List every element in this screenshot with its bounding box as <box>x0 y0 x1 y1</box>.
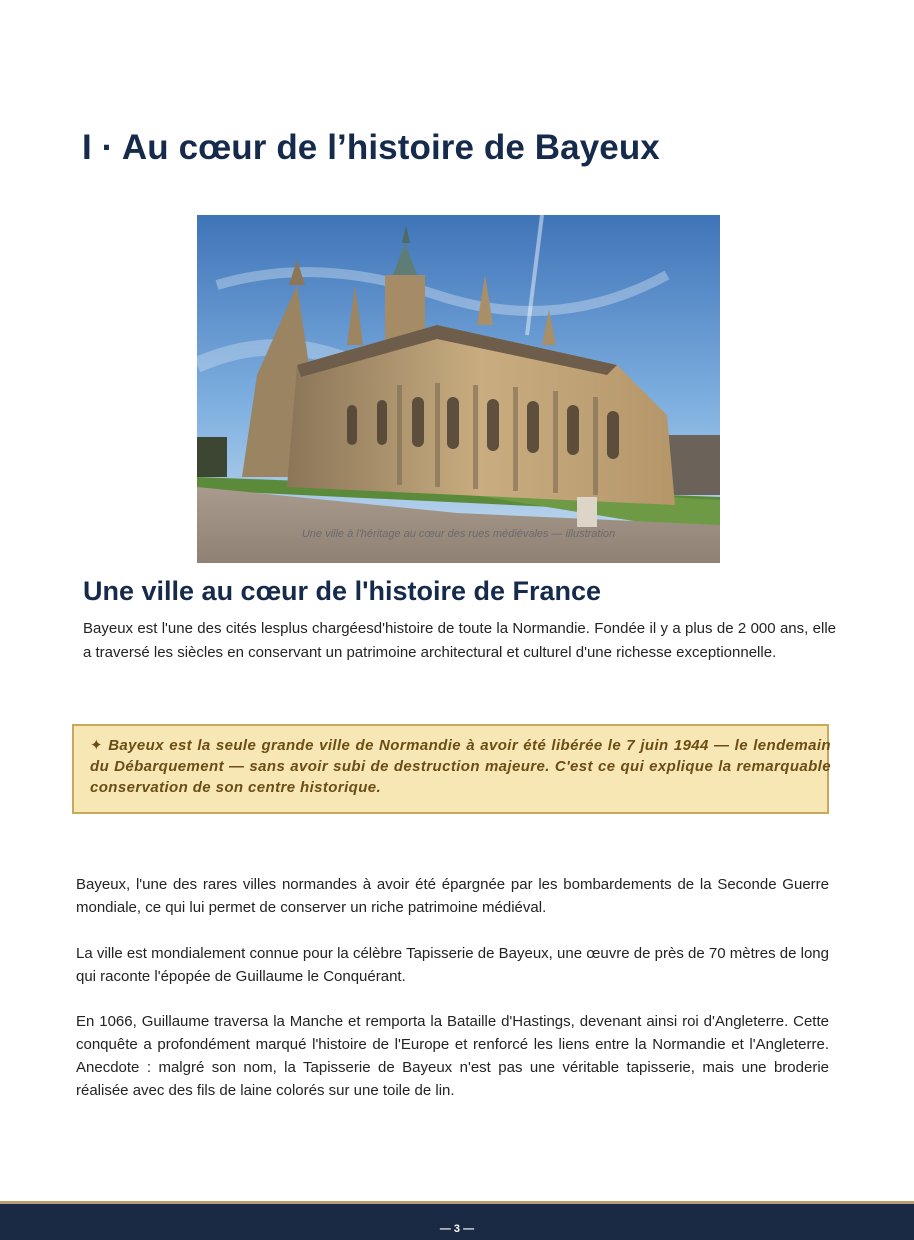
body-paragraph-1: Bayeux, l'une des rares villes normandes à avoir été épargnée par les bombardements de la Seconde Guerre mondiale, ce qui lui permet de conserver un riche patrimoine médiéval. <box>76 876 829 916</box>
cathedral-illustration <box>197 215 720 563</box>
highlight-callout <box>72 724 829 814</box>
body-paragraph-3: En 1066, Guillaume traversa la Manche et remporta la Bataille d'Hastings, devenant ainsi roi d'Angleterre. Cette conquête a profondément marqué l'histoire de l'Europe et renforcé les liens entre la Normandie et l'Angleterre. Anecdote : malgré son nom, la Tapisserie de Bayeux n'est pas une véritable tapisserie, mais une broderie réalisée avec des fils de laine colorés sur une toile de lin. <box>76 1013 829 1099</box>
page-number: — 3 — <box>439 1223 475 1235</box>
intro-paragraph: Bayeux est l'une des cités lesplus chargéesd'histoire de toute la Normandie. Fondée il y a plus de 2 000 ans, elle a traversé les siècles en conservant un patrimoine architectural et culturel d'une richesse exceptionnelle. <box>83 620 836 661</box>
callout-text: ✦ Bayeux est la seule grande ville de Normandie à avoir été libérée le 7 juin 1944 — le lendemain du Débarquement — sans avoir subi de destruction majeure. C'est ce qui explique la remarquable conservation de son centre historique. <box>90 737 831 796</box>
page-title: I · Au cœur de l’histoire de Bayeux <box>82 128 660 167</box>
image-caption: Une ville à l'héritage au cœur des rues médiévales — illustration <box>301 528 616 540</box>
section-heading: Une ville au cœur de l'histoire de France <box>83 576 602 606</box>
page-footer <box>0 1201 914 1240</box>
cathedral-photo <box>197 215 720 563</box>
body-paragraph-2: La ville est mondialement connue pour la célèbre Tapisserie de Bayeux, une œuvre de près de 70 mètres de long qui raconte l'épopée de Guillaume le Conquérant. <box>76 945 829 985</box>
